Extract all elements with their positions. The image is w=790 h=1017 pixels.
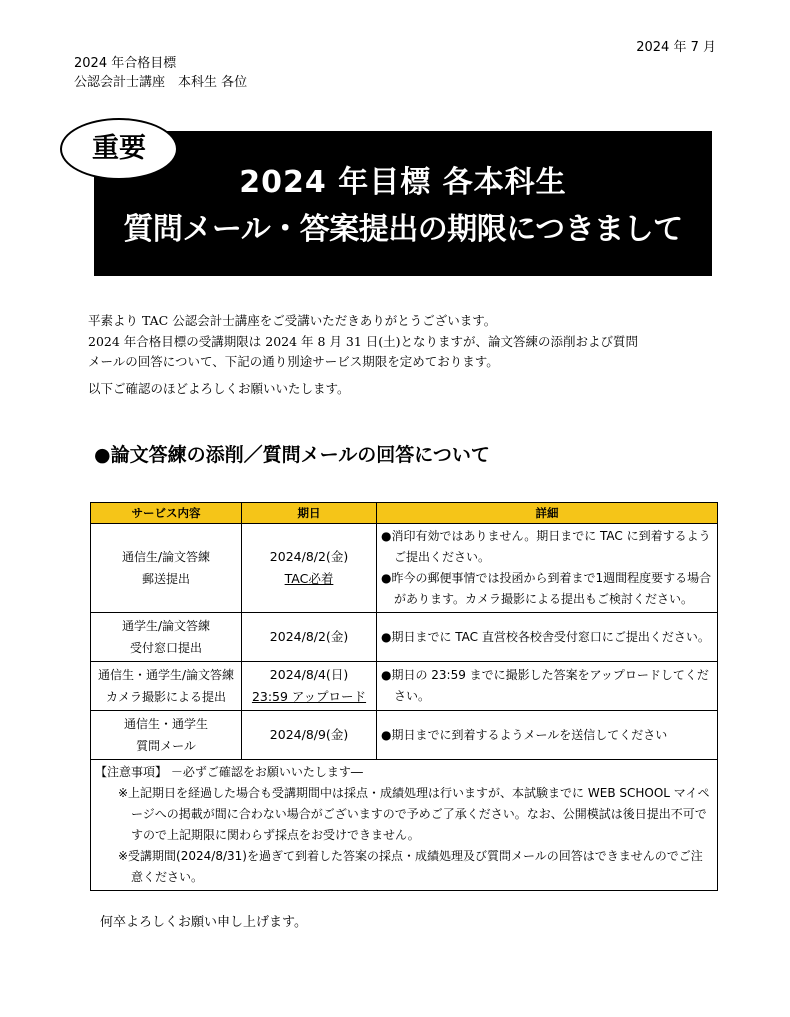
intro-text <box>88 311 728 399</box>
notes-row <box>91 760 718 891</box>
table-row <box>91 524 718 613</box>
document-date: 2024 年 7 月 <box>636 40 716 55</box>
deadline-date: 2024/8/2(金) <box>269 629 349 644</box>
deadline-date: 2024/8/9(金) <box>269 727 349 742</box>
deadline-cell <box>242 711 377 760</box>
detail-item: ●期日までに TAC 直営校各校舎受付窓口にご提出ください。 <box>381 629 710 644</box>
banner-title-line1: 2024 年目標 各本科生 <box>239 165 567 200</box>
detail-item: ●昨今の郵便事情では投函から到着まで1週間程度要する場合があります。カメラ撮影による提出もご検討ください。 <box>381 571 712 606</box>
note-item: ※受講期間(2024/8/31)を過ぎて到着した答案の採点・成績処理及び質問メールの回答はできませんのでご注意ください。 <box>118 849 703 884</box>
section-heading: ●論文答練の添削／質問メールの回答について <box>94 444 490 466</box>
service-name-line: カメラ撮影による提出 <box>105 690 226 704</box>
column-header-service: サービス内容 <box>91 503 242 524</box>
service-deadline-table <box>90 502 718 891</box>
detail-item: ●期日までに到着するようメールを送信してください <box>381 727 668 742</box>
deadline-note: TAC必着 <box>284 571 334 586</box>
details-cell <box>377 524 718 613</box>
table-row <box>91 613 718 662</box>
service-name-line: 通信生・通学生 <box>123 717 208 731</box>
closing-text: 何卒よろしくお願い申し上げます。 <box>100 915 307 930</box>
recipient-line: 公認会計士講座 本科生 各位 <box>74 75 248 90</box>
service-name-line: 通信生・通学生/論文答練 <box>97 668 235 682</box>
intro-paragraph-3: 以下ご確認のほどよろしくお願いいたします。 <box>88 380 350 396</box>
service-name-line: 受付窓口提出 <box>129 641 202 655</box>
detail-item: ●消印有効ではありません。期日までに TAC に到着するようご提出ください。 <box>381 529 711 564</box>
deadline-note: 23:59 アップロード <box>251 689 367 704</box>
intro-paragraph-2a: 2024 年合格目標の受講期限は 2024 年 8 月 31 日(土)となりますが、論文答練の添削および質問 <box>88 333 639 349</box>
details-cell <box>377 662 718 711</box>
service-name-cell <box>91 711 242 760</box>
detail-item: ●期日の 23:59 までに撮影した答案をアップロードしてください。 <box>381 668 709 703</box>
column-header-details: 詳細 <box>377 503 718 524</box>
service-name-line: 質問メール <box>136 739 196 753</box>
notes-heading: 【注意事項】 －必ずご確認をお願いいたします― <box>95 765 363 779</box>
intro-paragraph-2b: メールの回答について、下記の通り別途サービス期限を定めております。 <box>88 354 499 369</box>
deadline-cell <box>242 613 377 662</box>
table-row <box>91 711 718 760</box>
deadline-date: 2024/8/2(金) <box>269 549 349 564</box>
note-item: ※上記期日を経過した場合も受講期間中は採点・成績処理は行いますが、本試験までに WEB SCHOOL マイページへの掲載が間に合わない場合がございますので予めご了承ください。なお、公開模試は後日提出不可ですので上記期限に関わらず採点をお受けできません。 <box>118 786 710 842</box>
banner-title-line2: 質問メール・答案提出の期限につきまして <box>123 212 683 247</box>
deadline-cell <box>242 524 377 613</box>
service-name-line: 通信生/論文答練 <box>121 550 211 564</box>
title-banner <box>94 131 712 276</box>
details-cell <box>377 613 718 662</box>
service-name-line: 郵送提出 <box>141 572 190 586</box>
recipient-block <box>74 54 247 92</box>
table-row <box>91 662 718 711</box>
details-cell <box>377 711 718 760</box>
important-badge: 重要 <box>60 118 178 180</box>
intro-paragraph-1: 平素より TAC 公認会計士講座をご受講いただきありがとうございます。 <box>88 313 497 328</box>
column-header-date: 期日 <box>242 503 377 524</box>
table-header-row <box>91 503 718 524</box>
target-year-line: 2024 年合格目標 <box>74 56 177 71</box>
service-name-cell <box>91 662 242 711</box>
service-name-line: 通学生/論文答練 <box>121 619 211 633</box>
notes-cell <box>91 760 718 891</box>
service-name-cell <box>91 613 242 662</box>
deadline-date: 2024/8/4(日) <box>269 667 349 682</box>
service-name-cell <box>91 524 242 613</box>
deadline-cell <box>242 662 377 711</box>
